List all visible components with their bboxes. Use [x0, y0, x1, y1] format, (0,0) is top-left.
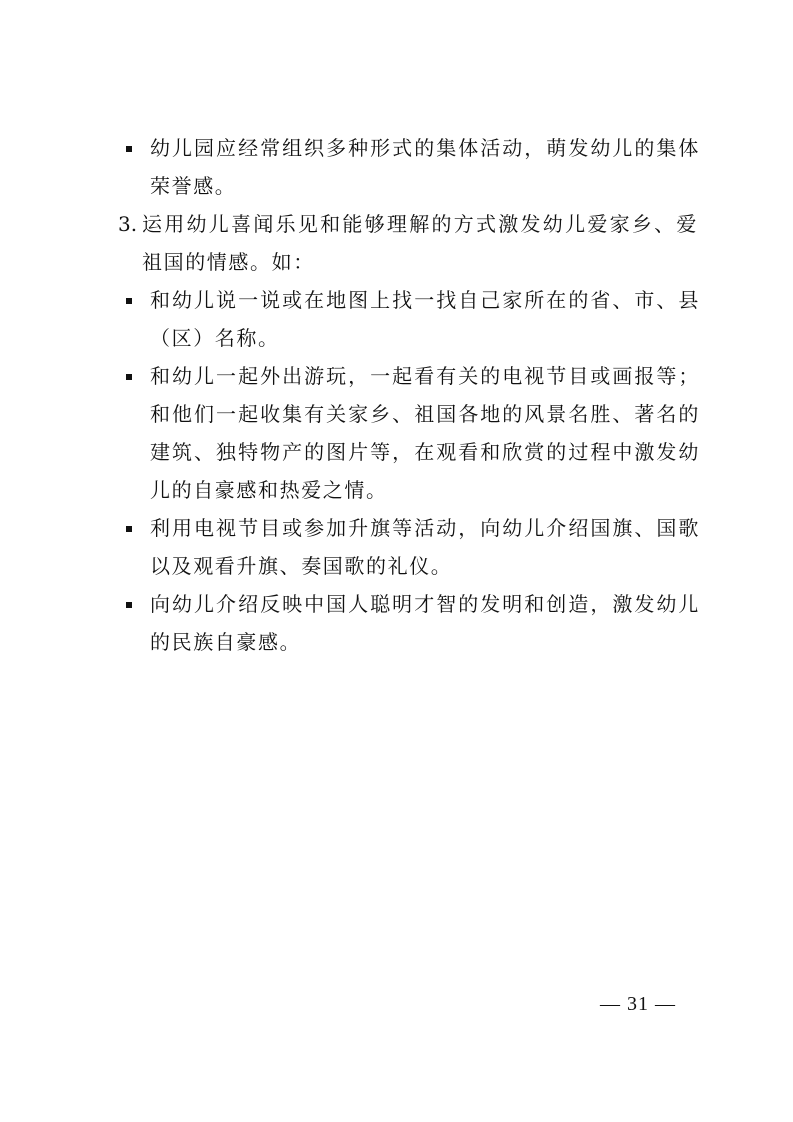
bullet-square-icon [126, 374, 132, 380]
bullet-text: 幼儿园应经常组织多种形式的集体活动，萌发幼儿的集体荣誉感。 [150, 136, 700, 198]
bullet-square-icon [126, 298, 132, 304]
bullet-item-outings [118, 357, 698, 509]
item-number: 3. [118, 212, 138, 236]
numbered-item-3 [118, 205, 698, 281]
bullet-item-inventions [118, 585, 698, 661]
bullet-item-collective-activities [118, 129, 698, 205]
numbered-item-text: 运用幼儿喜闻乐见和能够理解的方式激发幼儿爱家乡、爱祖国的情感。如： [142, 212, 698, 274]
bullet-text: 利用电视节目或参加升旗等活动，向幼儿介绍国旗、国歌以及观看升旗、奏国歌的礼仪。 [150, 516, 700, 578]
bullet-square-icon [126, 146, 132, 152]
bullet-item-map-location [118, 281, 698, 357]
bullet-text: 和幼儿说一说或在地图上找一找自己家所在的省、市、县（区）名称。 [150, 288, 700, 350]
bullet-square-icon [126, 602, 132, 608]
page-number: — 31 — [600, 993, 676, 1015]
bullet-text: 向幼儿介绍反映中国人聪明才智的发明和创造，激发幼儿的民族自豪感。 [150, 592, 700, 654]
bullet-item-flag-anthem [118, 509, 698, 585]
bullet-text: 和幼儿一起外出游玩，一起看有关的电视节目或画报等；和他们一起收集有关家乡、祖国各地的风景名胜、著名的建筑、独特物产的图片等，在观看和欣赏的过程中激发幼儿的自豪感和热爱之情。 [150, 364, 700, 502]
bullet-square-icon [126, 526, 132, 532]
